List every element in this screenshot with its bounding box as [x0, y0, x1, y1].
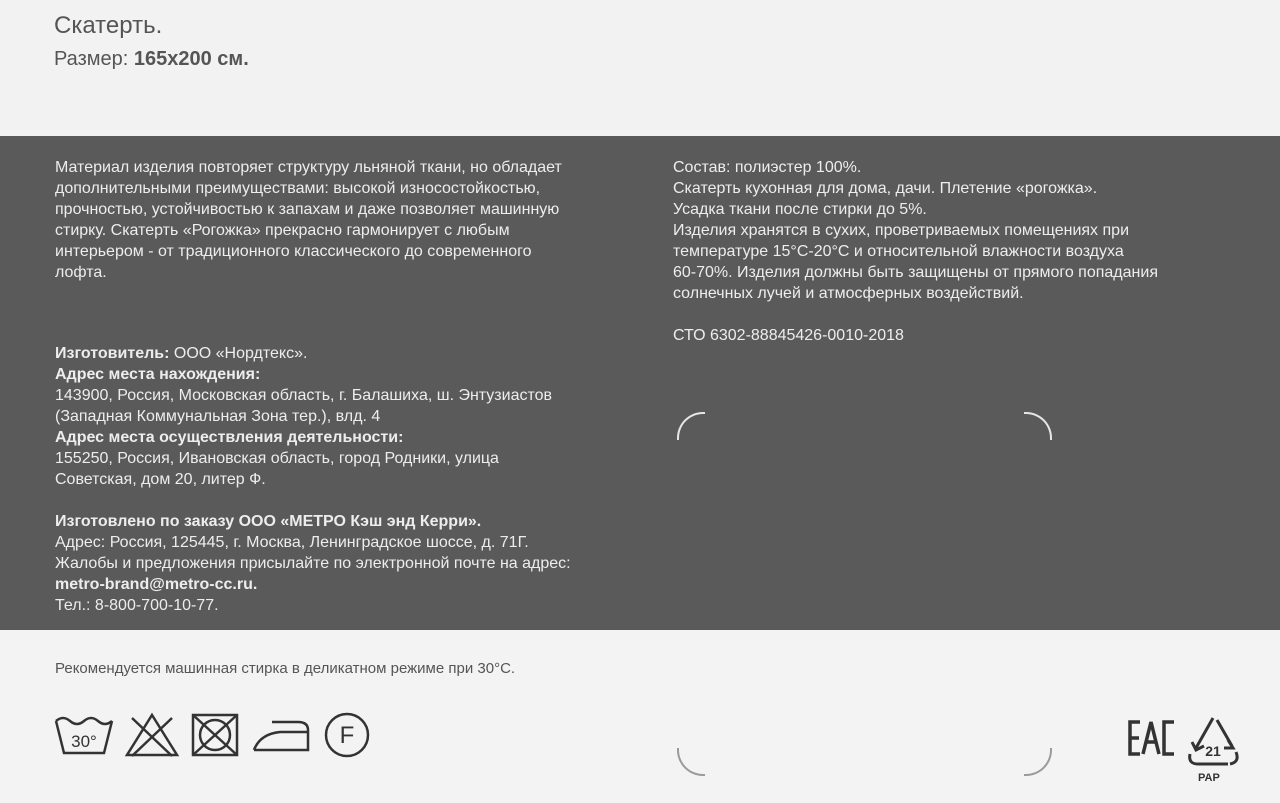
- dry-clean-f-icon: [322, 710, 372, 760]
- iron-icon: [250, 712, 312, 758]
- description-line: лофта.: [55, 264, 107, 281]
- activity-line: 155250, Россия, Ивановская область, город Родники, улица: [55, 450, 499, 467]
- ordered-by: Изготовлено по заказу ООО «МЕТРО Кэш энд Керри».: [55, 513, 482, 530]
- crop-corner-top-right: [1024, 412, 1052, 440]
- wash-temp-text: 30°: [71, 732, 97, 751]
- left-column: [55, 157, 635, 616]
- activity-line: Советская, дом 20, литер Ф.: [55, 471, 266, 488]
- size-value: 165х200 см.: [133, 48, 249, 70]
- description-line: интерьером - от традиционного классического до современного: [55, 243, 532, 260]
- manufacturer-value: ООО «Нордтекс».: [169, 345, 308, 362]
- crop-corner-top-left: [677, 412, 705, 440]
- crop-corner-bottom-left: [677, 748, 705, 776]
- address-label: Адрес места нахождения:: [55, 366, 261, 383]
- spec-line: Скатерть кухонная для дома, дачи. Плетение «рогожка».: [673, 180, 1098, 197]
- dry-clean-letter: F: [339, 722, 355, 749]
- contact-phone: Тел.: 8-800-700-10-77.: [55, 597, 219, 614]
- contact-email: metro-brand@metro-cc.ru.: [55, 576, 258, 593]
- right-column: [673, 157, 1253, 346]
- wash-30-icon: [54, 713, 114, 757]
- eac-mark-icon: [1128, 718, 1176, 758]
- wash-recommendation: Рекомендуется машинная стирка в деликатном режиме при 30°С.: [55, 660, 516, 677]
- manufacturer-label: Изготовитель:: [55, 345, 170, 362]
- info-band: [0, 136, 1280, 630]
- crop-corner-bottom-right: [1024, 748, 1052, 776]
- care-icons: [54, 708, 372, 762]
- activity-label: Адрес места осуществления деятельности:: [55, 429, 404, 446]
- description-line: прочностью, устойчивостью к запахам и даже позволяет машинную: [55, 201, 560, 218]
- manufacturer: [55, 343, 635, 364]
- address-line: (Западная Коммунальная Зона тер.), влд. 4: [55, 408, 381, 425]
- header-section: [0, 0, 1280, 136]
- recycling-code: PAP: [1198, 772, 1220, 784]
- complaints-text: Жалобы и предложения присылайте по электронной почте на адрес:: [55, 555, 571, 572]
- spec-line: Изделия хранятся в сухих, проветриваемых помещениях при: [673, 222, 1129, 239]
- description-line: дополнительными преимуществами: высокой износостойкостью,: [55, 180, 541, 197]
- recycling-number: 21: [1205, 743, 1221, 759]
- spec-line: Состав: полиэстер 100%.: [673, 159, 862, 176]
- no-bleach-icon: [124, 712, 180, 758]
- no-tumble-dry-icon: [190, 712, 240, 758]
- spec-line: Усадка ткани после стирки до 5%.: [673, 201, 927, 218]
- description-line: стирку. Скатерть «Рогожка» прекрасно гармонирует с любым: [55, 222, 510, 239]
- standard-code: СТО 6302-88845426-0010-2018: [673, 327, 904, 344]
- spec-line: солнечных лучей и атмосферных воздействий.: [673, 285, 1024, 302]
- product-title: Скатерть.: [54, 12, 163, 39]
- address-line: 143900, Россия, Московская область, г. Балашиха, ш. Энтузиастов: [55, 387, 553, 404]
- description-line: Материал изделия повторяет структуру льняной ткани, но обладает: [55, 159, 562, 176]
- product-size: [54, 48, 249, 71]
- spec-line: температуре 15°С-20°С и относительной влажности воздуха: [673, 243, 1124, 260]
- spec-line: 60-70%. Изделия должны быть защищены от прямого попадания: [673, 264, 1158, 281]
- care-section: [0, 630, 1280, 803]
- size-label: Размер:: [54, 48, 134, 70]
- ordered-address: Адрес: Россия, 125445, г. Москва, Ленинградское шоссе, д. 71Г.: [55, 534, 529, 551]
